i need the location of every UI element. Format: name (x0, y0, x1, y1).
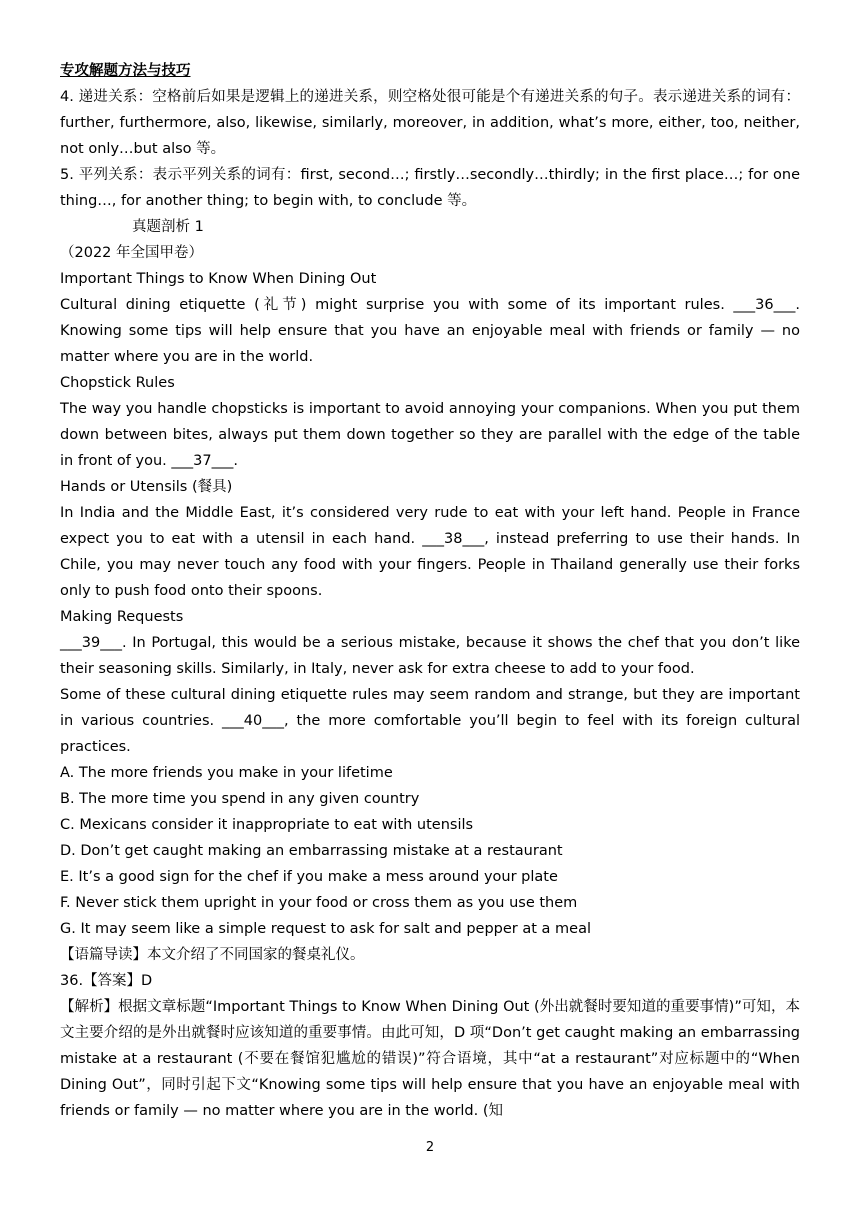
section-title: 专攻解题方法与技巧 (60, 63, 191, 79)
passage-title: Important Things to Know When Dining Out (60, 271, 377, 287)
page-number: 2 (425, 1140, 435, 1155)
heading-making-requests: Making Requests (60, 609, 184, 625)
tip-progressive: 4. 递进关系：空格前后如果是逻辑上的递进关系，则空格处很可能是个有递进关系的句子。表示递进关系的词有：further, furthermore, also, likewise, similarly, moreover, in addition, what’s more, either, too, neither, not only…but also 等。 (60, 89, 800, 157)
option-f: F. Never stick them upright in your food or cross them as you use them (60, 895, 578, 911)
option-b: B. The more time you spend in any given country (60, 791, 420, 807)
document-page (60, 58, 800, 1124)
option-g: G. It may seem like a simple request to ask for salt and pepper at a meal (60, 921, 591, 937)
reading-guide: 【语篇导读】本文介绍了不同国家的餐桌礼仪。 (60, 947, 365, 963)
paragraph-utensils: In India and the Middle East, it’s considered very rude to eat with your left hand. People in France expect you to eat with a utensil in each hand. ___38___, instead preferring to use their hands. In Chile, you may never touch any food with your fingers. People in Thailand generally use their forks only to push food onto their spoons. (60, 505, 800, 599)
option-a: A. The more friends you make in your lifetime (60, 765, 393, 781)
analysis-36: 【解析】根据文章标题“Important Things to Know When Dining Out (外出就餐时要知道的重要事情)”可知，本文主要介绍的是外出就餐时应该知道的重要事情。由此可知，D 项“Don’t get caught making an embarrassing mistake at a restaurant (不要在餐馆犯尴尬的错误)”符合语境，其中“at a restaurant”对应标题中的“When Dining Out”，同时引起下文“Knowing some tips will help ensure that you have an enjoyable meal with friends or family — no matter where you are in the world. (知 (60, 999, 800, 1119)
heading-hands-utensils: Hands or Utensils (餐具) (60, 479, 233, 495)
answer-36: 36.【答案】D (60, 973, 153, 989)
case-label: 真题剖析 1 (132, 219, 204, 235)
option-d: D. Don’t get caught making an embarrassing mistake at a restaurant (60, 843, 563, 859)
paragraph-requests: ___39___. In Portugal, this would be a serious mistake, because it shows the chef that you don’t like their seasoning skills. Similarly, in Italy, never ask for extra cheese to add to your food. (60, 635, 800, 677)
option-e: E. It’s a good sign for the chef if you make a mess around your plate (60, 869, 558, 885)
option-c: C. Mexicans consider it inappropriate to eat with utensils (60, 817, 474, 833)
source-label: （2022 年全国甲卷） (60, 245, 204, 261)
paragraph-chopsticks: The way you handle chopsticks is important to avoid annoying your companions. When you put them down between bites, always put them down together so they are parallel with the edge of the table in front of you. ___37___. (60, 401, 800, 469)
tip-parallel: 5. 平列关系：表示平列关系的词有：first, second…; firstly…secondly…thirdly; in the first place…; for one thing…, for another thing; to begin with, to conclude 等。 (60, 167, 800, 209)
heading-chopstick-rules: Chopstick Rules (60, 375, 175, 391)
paragraph-conclusion: Some of these cultural dining etiquette rules may seem random and strange, but they are important in various countries. ___40___, the more comfortable you’ll begin to feel with its foreign cultural practices. (60, 687, 800, 755)
passage-intro: Cultural dining etiquette (礼节) might surprise you with some of its important rules. ___36___. Knowing some tips will help ensure that you have an enjoyable meal with friends or family — no matter where you are in the world. (60, 297, 800, 365)
